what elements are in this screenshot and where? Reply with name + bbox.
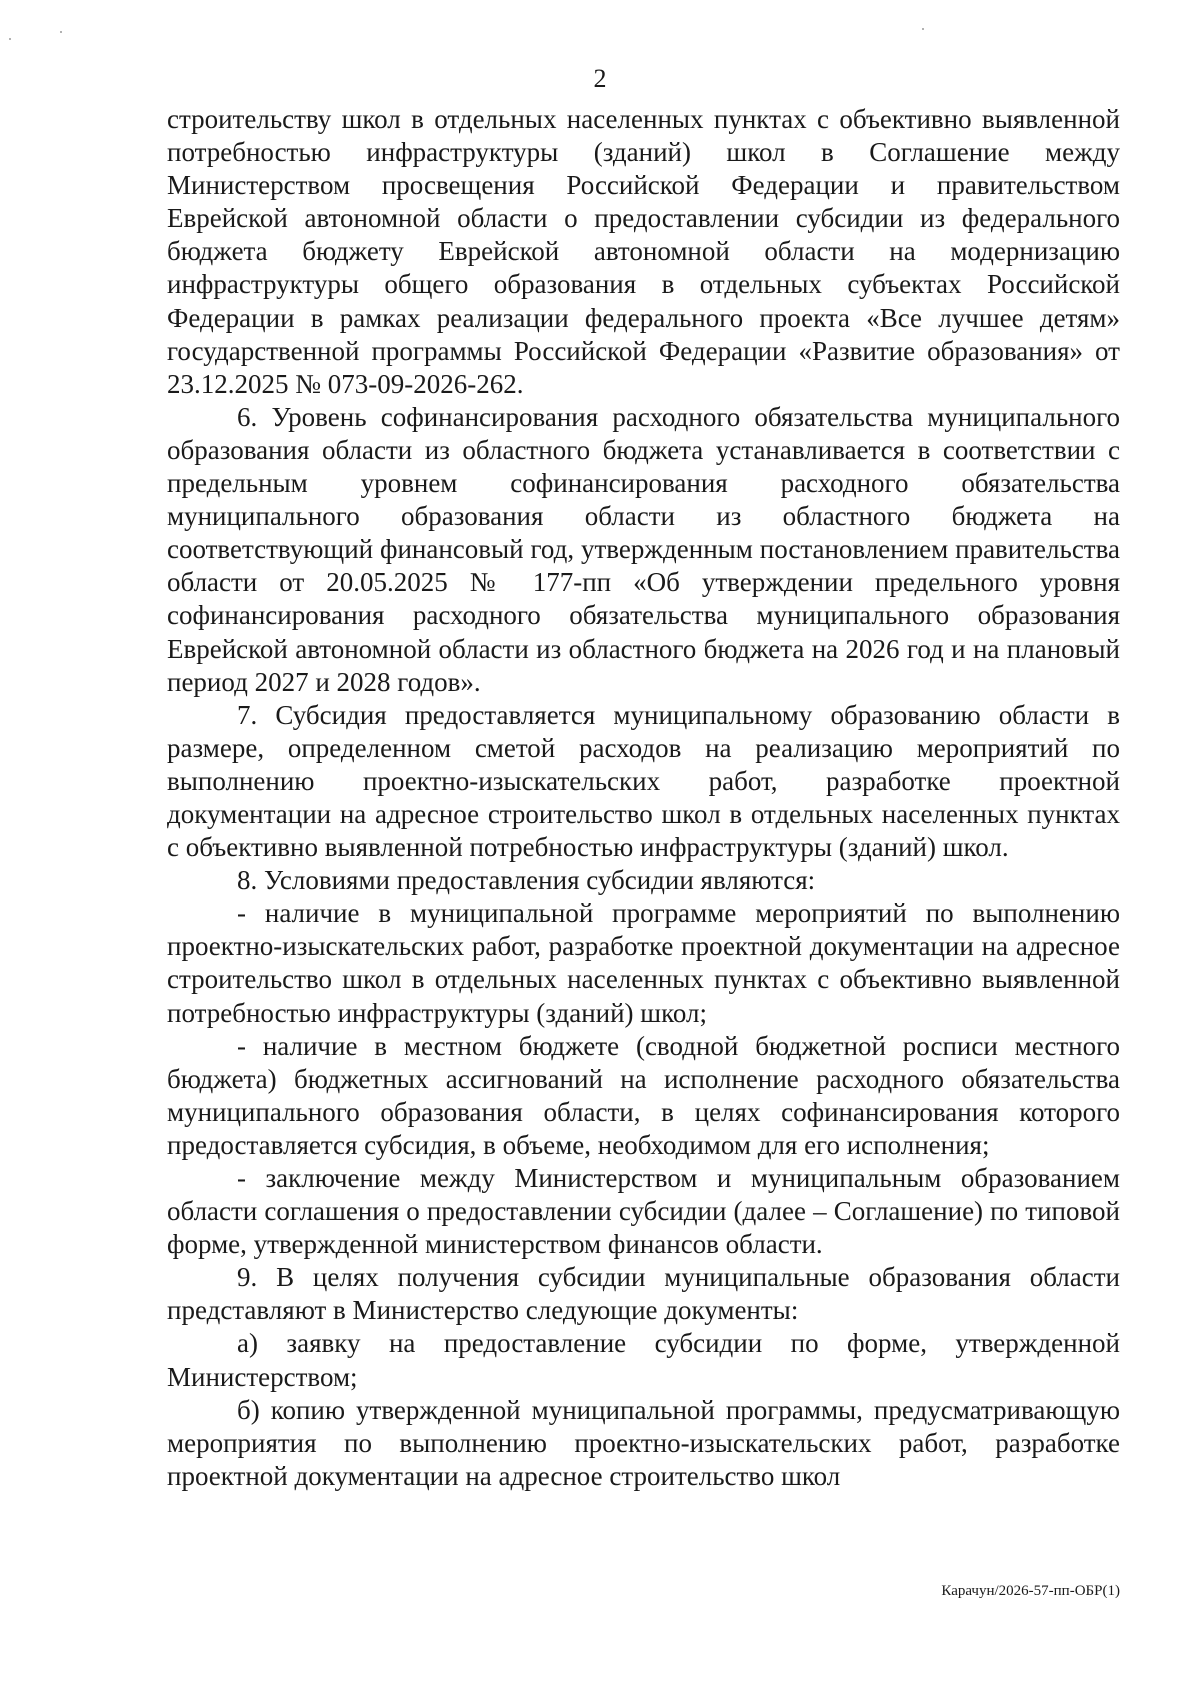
scan-artifact — [60, 31, 62, 33]
page-number: 2 — [593, 64, 607, 93]
scan-artifact — [9, 38, 11, 40]
paragraph-9: 9. В целях получения субсидии муниципальные образования области представляют в Министерство следующие документы: — [167, 1262, 1120, 1326]
document-body — [167, 103, 1120, 1493]
paragraph-6: 6. Уровень софинансирования расходного обязательства муниципального образования области из областного бюджета устанавливается в соответствии с предельным уровнем софинансирования расходного обязательства муниципального образования области из областного бюджета на соответствующий финансовый год, утвержденным постановлением правительства области от 20.05.2025 № 177-пп «Об утверждении предельного уровня софинансирования расходного обязательства муниципального образования Еврейской автономной области из областного бюджета на 2026 год и на плановый период 2027 и 2028 годов». — [167, 401, 1120, 697]
paragraph-continuation: строительству школ в отдельных населенных пунктах с объективно выявленной потребностью инфраструктуры (зданий) школ в Соглашение между Министерством просвещения Российской Федерации и правительством Еврейской автономной области о предоставлении субсидии из федерального бюджета бюджету Еврейской автономной области на модернизацию инфраструктуры общего образования в отдельных субъектах Российской Федерации в рамках реализации федерального проекта «Все лучшее детям» государственной программы Российской Федерации «Развитие образования» от 23.12.2025 № 073-09-2026-262. — [167, 104, 1120, 399]
paragraph-8-item-3: - заключение между Министерством и муниципальным образованием области соглашения о предоставлении субсидии (далее – Соглашение) по типовой форме, утвержденной министерством финансов области. — [167, 1163, 1120, 1260]
paragraph-9-item-b: б) копию утвержденной муниципальной программы, предусматривающую мероприятия по выполнению проектно-изыскательских работ, разработке проектной документации на адресное строительство школ — [167, 1394, 1120, 1491]
document-code-footer: Карачун/2026-57-пп-ОБР(1) — [941, 1583, 1120, 1599]
paragraph-8-item-2: - наличие в местном бюджете (сводной бюджетной росписи местного бюджета) бюджетных ассигнований на исполнение расходного обязательства муниципального образования области, в целях софинансирования которого предоставляется субсидия, в объеме, необходимом для его исполнения; — [167, 1030, 1120, 1160]
paragraph-7: 7. Субсидия предоставляется муниципальному образованию области в размере, определенном сметой расходов на реализацию мероприятий по выполнению проектно-изыскательских работ, разработке проектной документации на адресное строительство школ в отдельных населенных пунктах с объективно выявленной потребностью инфраструктуры (зданий) школ. — [167, 699, 1120, 863]
paragraph-8-item-1: - наличие в муниципальной программе мероприятий по выполнению проектно-изыскательских работ, разработке проектной документации на адресное строительство школ в отдельных населенных пунктах с объективно выявленной потребностью инфраструктуры (зданий) школ; — [167, 898, 1120, 1028]
paragraph-9-item-a: а) заявку на предоставление субсидии по форме, утвержденной Министерством; — [167, 1328, 1120, 1392]
scan-artifact — [922, 28, 924, 30]
paragraph-8: 8. Условиями предоставления субсидии являются: — [237, 865, 816, 896]
